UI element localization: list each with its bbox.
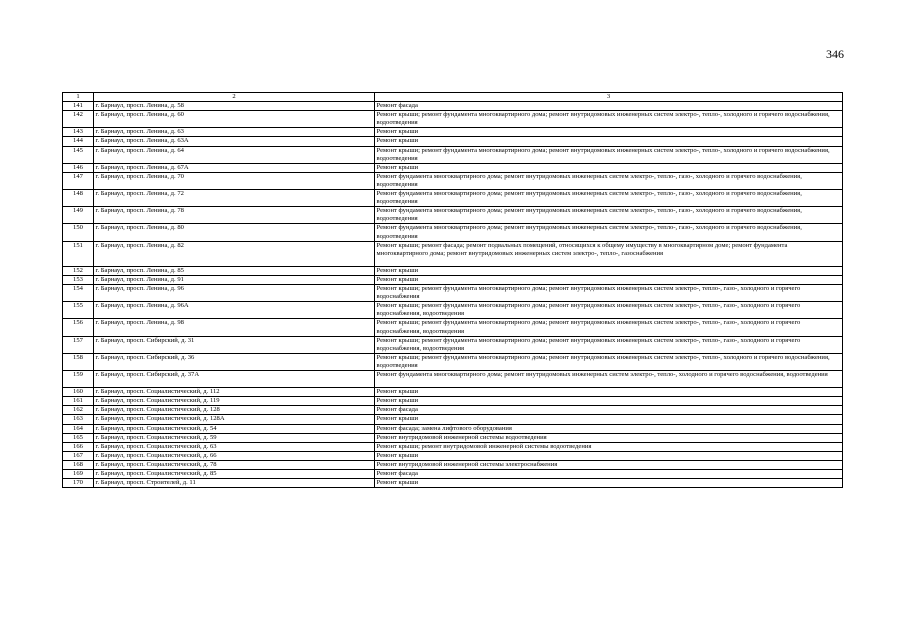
column-header-2: 2 [94,93,375,102]
row-number-cell: 155 [63,302,94,319]
table-row [63,190,843,207]
table-row [63,415,843,424]
table-row [63,172,843,189]
work-type-cell: Ремонт крыши; ремонт фундамента многоквартирного дома; ремонт внутридомовых инженерных систем электро-, тепло-, газо-, холодного и горячего водоснабжения, водоотведения [375,319,843,336]
table-row [63,460,843,469]
address-cell: г. Барнаул, просп. Ленина, д. 78 [94,207,375,224]
table-body [63,102,843,488]
table-row [63,302,843,319]
address-cell: г. Барнаул, просп. Социалистический, д. 78 [94,460,375,469]
work-type-cell: Ремонт фундамента многоквартирного дома; ремонт внутридомовых инженерных систем электро-, тепло-, газо-, холодного и горячего водоснабжения, водоотведения [375,224,843,241]
column-header-1: 1 [63,93,94,102]
address-cell: г. Барнаул, просп. Социалистический, д. 128 [94,406,375,415]
row-number-cell: 142 [63,111,94,128]
address-cell: г. Барнаул, просп. Социалистический, д. 112 [94,388,375,397]
address-cell: г. Барнаул, просп. Сибирский, д. 36 [94,353,375,370]
work-type-cell: Ремонт фундамента многоквартирного дома; ремонт внутридомовых инженерных систем электро-, тепло-, холодного и горячего водоснабжения, водоотведения [375,371,843,388]
row-number-cell: 169 [63,470,94,479]
address-cell: г. Барнаул, просп. Социалистический, д. 119 [94,397,375,406]
row-number-cell: 150 [63,224,94,241]
row-number-cell: 157 [63,336,94,353]
row-number-cell: 143 [63,128,94,137]
work-type-cell: Ремонт крыши [375,415,843,424]
row-number-cell: 166 [63,442,94,451]
address-cell: г. Барнаул, просп. Ленина, д. 64 [94,146,375,163]
table-row [63,319,843,336]
table-row [63,424,843,433]
table-row [63,275,843,284]
row-number-cell: 156 [63,319,94,336]
address-cell: г. Барнаул, просп. Ленина, д. 58 [94,102,375,111]
table-row [63,397,843,406]
table-row [63,442,843,451]
work-type-cell: Ремонт фасада [375,470,843,479]
table-row [63,128,843,137]
address-cell: г. Барнаул, просп. Социалистический, д. 63 [94,442,375,451]
work-type-cell: Ремонт фасада [375,406,843,415]
work-type-cell: Ремонт внутридомовой инженерной системы водоотведения [375,433,843,442]
address-cell: г. Барнаул, просп. Ленина, д. 80 [94,224,375,241]
table-row [63,479,843,488]
page-number: 346 [826,47,844,61]
address-cell: г. Барнаул, просп. Сибирский, д. 37А [94,371,375,388]
work-type-cell: Ремонт крыши; ремонт фундамента многоквартирного дома; ремонт внутридомовых инженерных систем электро-, тепло-, газо-, холодного и горячего водоснабжения, водоотведения [375,302,843,319]
row-number-cell: 148 [63,190,94,207]
row-number-cell: 146 [63,163,94,172]
address-cell: г. Барнаул, просп. Ленина, д. 60 [94,111,375,128]
work-type-cell: Ремонт крыши [375,266,843,275]
row-number-cell: 152 [63,266,94,275]
work-type-cell: Ремонт крыши; ремонт фундамента многоквартирного дома; ремонт внутридомовых инженерных систем электро-, тепло-, холодного и горячего водоснабжения, водоотведения [375,146,843,163]
row-number-cell: 164 [63,424,94,433]
row-number-cell: 161 [63,397,94,406]
row-number-cell: 168 [63,460,94,469]
table-row [63,285,843,302]
table-row [63,336,843,353]
work-type-cell: Ремонт фасада [375,102,843,111]
address-cell: г. Барнаул, просп. Социалистический, д. 59 [94,433,375,442]
table-row [63,388,843,397]
work-type-cell: Ремонт крыши; ремонт фундамента многоквартирного дома; ремонт внутридомовых инженерных систем электро-, тепло-, газо-, холодного и горячего водоснабжения, водоотведения [375,336,843,353]
row-number-cell: 147 [63,172,94,189]
table-header-row [63,93,843,102]
address-cell: г. Барнаул, просп. Социалистический, д. 128А [94,415,375,424]
row-number-cell: 158 [63,353,94,370]
table-row [63,163,843,172]
row-number-cell: 153 [63,275,94,284]
address-cell: г. Барнаул, просп. Ленина, д. 70 [94,172,375,189]
work-type-cell: Ремонт крыши [375,451,843,460]
table-row [63,111,843,128]
table-row [63,137,843,146]
row-number-cell: 163 [63,415,94,424]
row-number-cell: 167 [63,451,94,460]
table-row [63,207,843,224]
table-row [63,433,843,442]
work-type-cell: Ремонт фундамента многоквартирного дома; ремонт внутридомовых инженерных систем электро-, тепло-, газо-, холодного и горячего водоснабжения, водоотведения [375,207,843,224]
work-type-cell: Ремонт фундамента многоквартирного дома; ремонт внутридомовых инженерных систем электро-, тепло-, газо-, холодного и горячего водоснабжения, водоотведения [375,190,843,207]
work-type-cell: Ремонт крыши; ремонт фундамента многоквартирного дома; ремонт внутридомовых инженерных систем электро-, тепло-, газо-, холодного и горячего водоснабжения [375,285,843,302]
address-cell: г. Барнаул, просп. Ленина, д. 67А [94,163,375,172]
table-row [63,102,843,111]
work-type-cell: Ремонт крыши [375,388,843,397]
work-type-cell: Ремонт крыши; ремонт фасада; ремонт подвальных помещений, относящихся к общему имуществу в многоквартирном доме; ремонт фундамента многоквартирного дома; ремонт внутридомовых инженерных систем электро-, тепло-, газоснабжения [375,241,843,266]
table-row [63,353,843,370]
table-row [63,371,843,388]
table-row [63,406,843,415]
row-number-cell: 159 [63,371,94,388]
address-cell: г. Барнаул, просп. Социалистический, д. 66 [94,451,375,460]
table-row [63,241,843,266]
work-type-cell: Ремонт крыши [375,479,843,488]
work-type-cell: Ремонт крыши; ремонт фундамента многоквартирного дома; ремонт внутридомовых инженерных систем электро-, тепло-, холодного и горячего водоснабжения, водоотведения [375,111,843,128]
row-number-cell: 144 [63,137,94,146]
work-type-cell: Ремонт фундамента многоквартирного дома; ремонт внутридомовых инженерных систем электро-, тепло-, газо-, холодного и горячего водоснабжения, водоотведения [375,172,843,189]
address-cell: г. Барнаул, просп. Ленина, д. 72 [94,190,375,207]
address-cell: г. Барнаул, просп. Ленина, д. 96А [94,302,375,319]
work-type-cell: Ремонт внутридомовой инженерной системы электроснабжения [375,460,843,469]
row-number-cell: 170 [63,479,94,488]
address-cell: г. Барнаул, просп. Ленина, д. 82 [94,241,375,266]
work-type-cell: Ремонт крыши [375,275,843,284]
address-cell: г. Барнаул, просп. Ленина, д. 96 [94,285,375,302]
row-number-cell: 141 [63,102,94,111]
address-cell: г. Барнаул, просп. Социалистический, д. 85 [94,470,375,479]
row-number-cell: 145 [63,146,94,163]
address-cell: г. Барнаул, просп. Ленина, д. 91 [94,275,375,284]
work-type-cell: Ремонт крыши [375,163,843,172]
work-type-cell: Ремонт крыши [375,137,843,146]
address-cell: г. Барнаул, просп. Социалистический, д. 54 [94,424,375,433]
table-row [63,451,843,460]
address-cell: г. Барнаул, просп. Ленина, д. 63А [94,137,375,146]
row-number-cell: 154 [63,285,94,302]
table-row [63,224,843,241]
work-type-cell: Ремонт крыши; ремонт внутридомовой инженерной системы водоотведения [375,442,843,451]
repair-registry-table [62,92,843,488]
work-type-cell: Ремонт крыши [375,128,843,137]
row-number-cell: 162 [63,406,94,415]
work-type-cell: Ремонт крыши; ремонт фундамента многоквартирного дома; ремонт внутридомовых инженерных систем электро-, тепло-, холодного и горячего водоснабжения, водоотведения [375,353,843,370]
column-header-3: 3 [375,93,843,102]
work-type-cell: Ремонт фасада; замена лифтового оборудования [375,424,843,433]
work-type-cell: Ремонт крыши [375,397,843,406]
address-cell: г. Барнаул, просп. Ленина, д. 85 [94,266,375,275]
row-number-cell: 149 [63,207,94,224]
address-cell: г. Барнаул, просп. Строителей, д. 11 [94,479,375,488]
table-row [63,470,843,479]
row-number-cell: 151 [63,241,94,266]
address-cell: г. Барнаул, просп. Ленина, д. 98 [94,319,375,336]
address-cell: г. Барнаул, просп. Ленина, д. 63 [94,128,375,137]
row-number-cell: 165 [63,433,94,442]
row-number-cell: 160 [63,388,94,397]
table-row [63,146,843,163]
address-cell: г. Барнаул, просп. Сибирский, д. 31 [94,336,375,353]
table-row [63,266,843,275]
